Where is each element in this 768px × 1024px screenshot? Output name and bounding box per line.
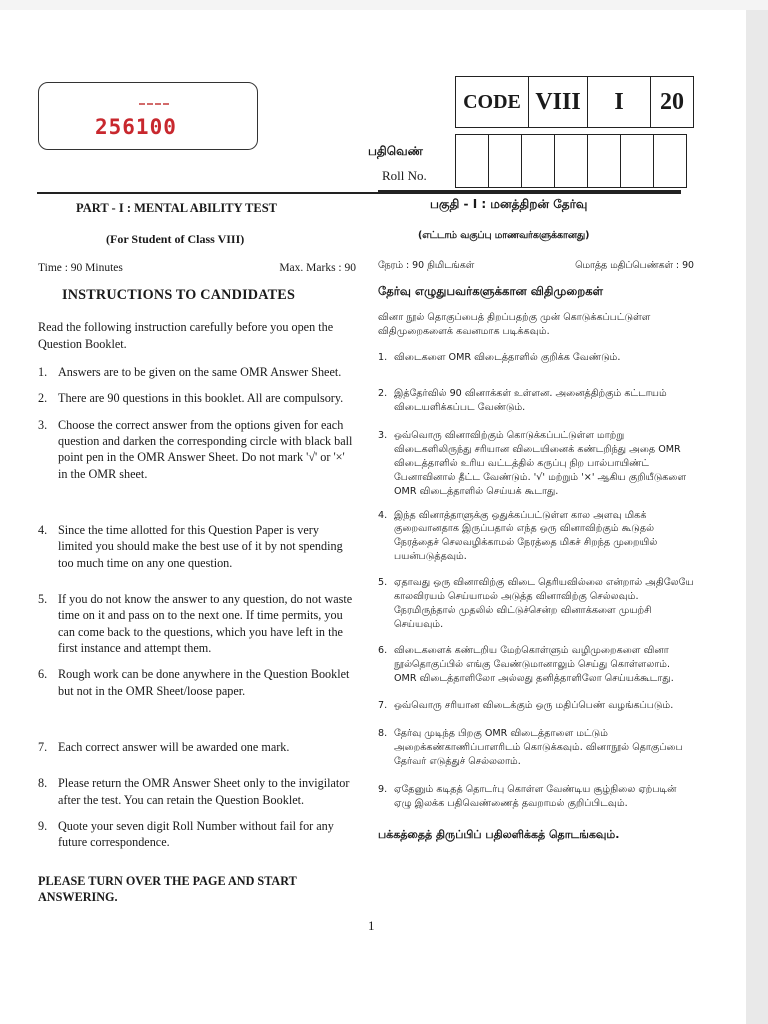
tamil-time-marks-row: [378, 259, 694, 273]
roll-number-grid: [455, 134, 687, 188]
tamil-instructions-intro: வினா நூல் தொகுப்பைத் திறப்பதற்கு முன் கொடுக்கப்பட்டுள்ள விதிமுறைகளைக் கவனமாக படிக்கவும்.: [378, 312, 651, 338]
instruction-item: 8. Please return the OMR Answer Sheet only to the invigilator after the test. You can retain the Question Booklet.: [38, 776, 350, 807]
tamil-time-allowed: நேரம் : 90 நிமிடங்கள்: [378, 260, 475, 272]
serial-number-box: [38, 82, 258, 150]
roll-digit-box[interactable]: [522, 135, 555, 188]
tamil-instructions-title: தேர்வு எழுதுபவர்களுக்கான விதிமுறைகள்: [378, 283, 604, 298]
tamil-class-subtitle: (எட்டாம் வகுப்பு மாணவர்களுக்கானது): [418, 230, 590, 242]
tamil-instruction-item: 7. ஒவ்வொரு சரியான விடைக்கும் ஒரு மதிப்பெண் வழங்கப்படும்.: [378, 700, 674, 712]
roll-label-english: Roll No.: [382, 168, 427, 183]
tamil-instruction-item: 4. இந்த வினாத்தாளுக்கு ஒதுக்கப்பட்டுள்ள கால அளவு மிகக் குறைவானதாக இருப்பதால் எந்த ஒரு வினாவிற்கும் கூடுதல் நேரத்தைச் செலவழிக்காமல் நேரத்தை மிகச் சிறந்த முறையில் பயன்படுத்தவும்.: [378, 509, 658, 563]
roll-label-tamil: பதிவெண்: [368, 144, 423, 158]
instruction-item: 7. Each correct answer will be awarded one mark.: [38, 740, 290, 755]
page-top-edge: [0, 0, 768, 10]
serial-dash-mark: [139, 103, 169, 107]
instructions-title: INSTRUCTIONS TO CANDIDATES: [62, 287, 296, 304]
instruction-item: 5. If you do not know the answer to any question, do not waste time on it and pass on to the next one. If time permits, you can come back to the questions, which you have left in the first instance and attempt them.: [38, 592, 353, 656]
class-subtitle: (For Student of Class VIII): [106, 231, 245, 246]
tamil-instruction-item: 3. ஒவ்வொரு வினாவிற்கும் கொடுக்கப்பட்டுள்ள மாற்று விடைகளிலிருந்து சரியான விடையினைக் கண்டறிந்து அதை OMR விடைத்தாளில் உரிய வட்டத்தில் கருப்பு நிற பால்பாயிண்ட் பேனாவினால் தீட்ட வேண்டும். '√' மற்றும் '×' ஆகிய குறியீடுகளை OMR விடைத்தாளில் செய்யக் கூடாது.: [378, 429, 687, 497]
tamil-instruction-item: 1. விடைகளை OMR விடைத்தாளில் குறிக்க வேண்டும்.: [378, 352, 621, 364]
instruction-item: 4. Since the time allotted for this Question Paper is very limited you should make the best use of it by not spending too much time on any one question.: [38, 523, 343, 570]
roll-digit-box[interactable]: [588, 135, 621, 188]
roll-digit-box[interactable]: [555, 135, 588, 188]
roll-digit-box[interactable]: [654, 135, 687, 188]
tamil-instruction-item: 5. ஏதாவது ஒரு வினாவிற்கு விடை தெரியவில்லை என்றால் அதிலேயே காலவிரயம் செய்யாமல் அடுத்த வினாவிற்கு செல்லவும். நேரமிருந்தால் முதலில் விட்டுச்சென்ற வினாக்களை முயற்சி செய்யவும்.: [378, 577, 694, 630]
tamil-instruction-item: 8. தேர்வு முடிந்த பிறகு OMR விடைத்தாளை மட்டும் அறைக்கண்காணிப்பாளரிடம் கொடுக்கவும். வினாநூல் தொகுப்பை தேர்வர் எடுத்துச் செல்லலாம்.: [378, 728, 683, 768]
instruction-item: 6. Rough work can be done anywhere in the Question Booklet but not in the OMR Sheet/loose paper.: [38, 667, 350, 698]
turn-over-note: PLEASE TURN OVER THE PAGE AND START ANSWERING.: [38, 873, 297, 905]
header-divider-right: [378, 190, 681, 192]
code-table: [455, 76, 694, 128]
serial-number: 256100: [95, 115, 177, 139]
code-label: CODE: [456, 77, 529, 128]
code-number: 20: [651, 77, 694, 128]
instruction-item: 2. There are 90 questions in this booklet. All are compulsory.: [38, 391, 344, 406]
tamil-part-title: பகுதி - I : மனத்திறன் தேர்வு: [430, 197, 588, 211]
max-marks: Max. Marks : 90: [279, 261, 356, 274]
instruction-item: 9. Quote your seven digit Roll Number without fail for any future correspondence.: [38, 819, 334, 850]
time-allowed: Time : 90 Minutes: [38, 261, 123, 274]
part-title: PART - I : MENTAL ABILITY TEST: [76, 201, 278, 215]
tamil-instruction-item: 2. இத்தேர்வில் 90 வினாக்கள் உள்ளன. அனைத்திற்கும் கட்டாயம் விடையளிக்கப்பட வேண்டும்.: [378, 388, 667, 414]
code-part: I: [588, 77, 651, 128]
english-column: [38, 200, 356, 906]
roll-digit-box[interactable]: [621, 135, 654, 188]
code-class: VIII: [529, 77, 588, 128]
page-right-edge: [746, 10, 768, 1024]
instruction-item: 1. Answers are to be given on the same OMR Answer Sheet.: [38, 364, 342, 379]
tamil-instruction-item: 9. ஏதேனும் கடிதத் தொடர்பு கொள்ள வேண்டிய சூழ்நிலை ஏற்படின் ஏழு இலக்க பதிவெண்ணைத் தவறாமல் குறிப்பிடவும்.: [378, 784, 677, 809]
roll-digit-box[interactable]: [489, 135, 522, 188]
tamil-max-marks: மொத்த மதிப்பெண்கள் : 90: [575, 260, 694, 272]
tamil-column: [378, 196, 694, 843]
tamil-instruction-item: 6. விடைகளைக் கண்டறிய மேற்கொள்ளும் வழிமுறைகளை வினா நூல்தொகுப்பில் எங்கு வேண்டுமானாலும் செய்து கொள்ளலாம். OMR விடைத்தாளிலோ அல்லது தனித்தாளிலோ செய்யக்கூடாது.: [378, 644, 674, 684]
time-marks-row: [38, 261, 356, 276]
tamil-turn-over-note: பக்கத்தைத் திருப்பிப் பதிலளிக்கத் தொடங்கவும்.: [378, 827, 620, 841]
page-number: 1: [368, 918, 375, 933]
header-divider: [37, 192, 681, 194]
roll-digit-box[interactable]: [456, 135, 489, 188]
instruction-item: 3. Choose the correct answer from the options given for each question and darken the corresponding circle with black ball point pen in the OMR Answer Sheet. Do not mark '√' or '×' in the OMR sheet.: [38, 417, 353, 481]
instructions-intro: Read the following instruction carefully before you open the Question Booklet.: [38, 320, 334, 351]
